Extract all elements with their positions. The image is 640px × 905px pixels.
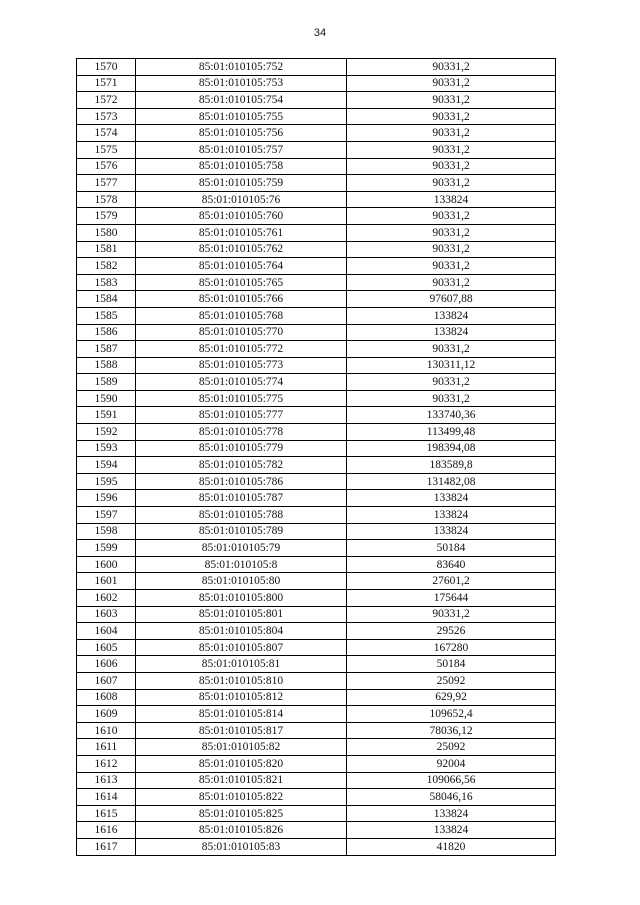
cadastral-number-cell: 85:01:010105:772 xyxy=(136,341,347,358)
table-row xyxy=(77,141,556,158)
cadastral-number-cell: 85:01:010105:81 xyxy=(136,656,347,673)
row-number-cell: 1612 xyxy=(77,755,136,772)
value-cell: 175644 xyxy=(347,590,556,607)
value-cell: 90331,2 xyxy=(347,108,556,125)
table-row xyxy=(77,672,556,689)
value-cell: 133824 xyxy=(347,307,556,324)
value-cell: 183589,8 xyxy=(347,457,556,474)
table-row xyxy=(77,639,556,656)
value-cell: 83640 xyxy=(347,556,556,573)
table-row xyxy=(77,341,556,358)
value-cell: 109066,56 xyxy=(347,772,556,789)
value-cell: 133824 xyxy=(347,523,556,540)
value-cell: 133740,36 xyxy=(347,407,556,424)
row-number-cell: 1570 xyxy=(77,59,136,76)
value-cell: 109652,4 xyxy=(347,706,556,723)
value-cell: 90331,2 xyxy=(347,175,556,192)
table-row xyxy=(77,822,556,839)
cadastral-number-cell: 85:01:010105:804 xyxy=(136,623,347,640)
row-number-cell: 1604 xyxy=(77,623,136,640)
cadastral-number-cell: 85:01:010105:76 xyxy=(136,191,347,208)
value-cell: 629,92 xyxy=(347,689,556,706)
row-number-cell: 1610 xyxy=(77,722,136,739)
row-number-cell: 1572 xyxy=(77,92,136,109)
table-row xyxy=(77,838,556,855)
value-cell: 78036,12 xyxy=(347,722,556,739)
cadastral-number-cell: 85:01:010105:779 xyxy=(136,440,347,457)
table-row xyxy=(77,191,556,208)
table-row xyxy=(77,739,556,756)
table-row xyxy=(77,175,556,192)
value-cell: 130311,12 xyxy=(347,357,556,374)
value-cell: 90331,2 xyxy=(347,75,556,92)
cadastral-number-cell: 85:01:010105:760 xyxy=(136,208,347,225)
row-number-cell: 1576 xyxy=(77,158,136,175)
value-cell: 90331,2 xyxy=(347,374,556,391)
cadastral-number-cell: 85:01:010105:777 xyxy=(136,407,347,424)
row-number-cell: 1605 xyxy=(77,639,136,656)
cadastral-number-cell: 85:01:010105:80 xyxy=(136,573,347,590)
row-number-cell: 1608 xyxy=(77,689,136,706)
cadastral-number-cell: 85:01:010105:801 xyxy=(136,606,347,623)
cadastral-number-cell: 85:01:010105:83 xyxy=(136,838,347,855)
table-row xyxy=(77,590,556,607)
cadastral-number-cell: 85:01:010105:757 xyxy=(136,141,347,158)
table-row xyxy=(77,274,556,291)
value-cell: 133824 xyxy=(347,490,556,507)
table-row xyxy=(77,307,556,324)
table-row xyxy=(77,606,556,623)
row-number-cell: 1574 xyxy=(77,125,136,142)
cadastral-number-cell: 85:01:010105:753 xyxy=(136,75,347,92)
table-row xyxy=(77,75,556,92)
table-row xyxy=(77,457,556,474)
row-number-cell: 1617 xyxy=(77,838,136,855)
cadastral-number-cell: 85:01:010105:825 xyxy=(136,805,347,822)
row-number-cell: 1594 xyxy=(77,457,136,474)
row-number-cell: 1606 xyxy=(77,656,136,673)
table-row xyxy=(77,706,556,723)
row-number-cell: 1614 xyxy=(77,789,136,806)
value-cell: 92004 xyxy=(347,755,556,772)
table-row xyxy=(77,125,556,142)
cadastral-number-cell: 85:01:010105:758 xyxy=(136,158,347,175)
cadastral-number-cell: 85:01:010105:770 xyxy=(136,324,347,341)
cadastral-number-cell: 85:01:010105:807 xyxy=(136,639,347,656)
value-cell: 113499,48 xyxy=(347,424,556,441)
cadastral-number-cell: 85:01:010105:774 xyxy=(136,374,347,391)
row-number-cell: 1595 xyxy=(77,473,136,490)
cadastral-number-cell: 85:01:010105:755 xyxy=(136,108,347,125)
value-cell: 90331,2 xyxy=(347,92,556,109)
cadastral-number-cell: 85:01:010105:768 xyxy=(136,307,347,324)
value-cell: 90331,2 xyxy=(347,208,556,225)
cadastral-number-cell: 85:01:010105:754 xyxy=(136,92,347,109)
row-number-cell: 1573 xyxy=(77,108,136,125)
row-number-cell: 1615 xyxy=(77,805,136,822)
cadastral-number-cell: 85:01:010105:814 xyxy=(136,706,347,723)
value-cell: 25092 xyxy=(347,672,556,689)
table-row xyxy=(77,805,556,822)
value-cell: 133824 xyxy=(347,324,556,341)
cadastral-number-cell: 85:01:010105:82 xyxy=(136,739,347,756)
table-body xyxy=(77,59,556,856)
cadastral-number-cell: 85:01:010105:773 xyxy=(136,357,347,374)
row-number-cell: 1584 xyxy=(77,291,136,308)
row-number-cell: 1598 xyxy=(77,523,136,540)
table-row xyxy=(77,407,556,424)
row-number-cell: 1583 xyxy=(77,274,136,291)
cadastral-number-cell: 85:01:010105:810 xyxy=(136,672,347,689)
table-row xyxy=(77,424,556,441)
table-row xyxy=(77,291,556,308)
cadastral-number-cell: 85:01:010105:826 xyxy=(136,822,347,839)
value-cell: 27601,2 xyxy=(347,573,556,590)
cadastral-number-cell: 85:01:010105:765 xyxy=(136,274,347,291)
table-row xyxy=(77,258,556,275)
row-number-cell: 1571 xyxy=(77,75,136,92)
cadastral-number-cell: 85:01:010105:822 xyxy=(136,789,347,806)
row-number-cell: 1609 xyxy=(77,706,136,723)
row-number-cell: 1580 xyxy=(77,224,136,241)
row-number-cell: 1601 xyxy=(77,573,136,590)
row-number-cell: 1593 xyxy=(77,440,136,457)
value-cell: 90331,2 xyxy=(347,606,556,623)
row-number-cell: 1588 xyxy=(77,357,136,374)
cadastral-number-cell: 85:01:010105:759 xyxy=(136,175,347,192)
value-cell: 41820 xyxy=(347,838,556,855)
row-number-cell: 1586 xyxy=(77,324,136,341)
table-row xyxy=(77,540,556,557)
table-row xyxy=(77,755,556,772)
row-number-cell: 1579 xyxy=(77,208,136,225)
table-row xyxy=(77,490,556,507)
cadastral-number-cell: 85:01:010105:752 xyxy=(136,59,347,76)
row-number-cell: 1603 xyxy=(77,606,136,623)
row-number-cell: 1581 xyxy=(77,241,136,258)
value-cell: 198394,08 xyxy=(347,440,556,457)
cadastral-number-cell: 85:01:010105:800 xyxy=(136,590,347,607)
table-row xyxy=(77,390,556,407)
cadastral-number-cell: 85:01:010105:79 xyxy=(136,540,347,557)
value-cell: 90331,2 xyxy=(347,125,556,142)
table-row xyxy=(77,92,556,109)
cadastral-number-cell: 85:01:010105:766 xyxy=(136,291,347,308)
row-number-cell: 1590 xyxy=(77,390,136,407)
cadastral-number-cell: 85:01:010105:756 xyxy=(136,125,347,142)
value-cell: 131482,08 xyxy=(347,473,556,490)
table-row xyxy=(77,656,556,673)
row-number-cell: 1591 xyxy=(77,407,136,424)
row-number-cell: 1589 xyxy=(77,374,136,391)
value-cell: 90331,2 xyxy=(347,141,556,158)
row-number-cell: 1607 xyxy=(77,672,136,689)
table-row xyxy=(77,573,556,590)
cadastral-number-cell: 85:01:010105:761 xyxy=(136,224,347,241)
table-row xyxy=(77,324,556,341)
value-cell: 90331,2 xyxy=(347,224,556,241)
value-cell: 50184 xyxy=(347,656,556,673)
cadastral-number-cell: 85:01:010105:788 xyxy=(136,507,347,524)
value-cell: 167280 xyxy=(347,639,556,656)
table-row xyxy=(77,789,556,806)
value-cell: 133824 xyxy=(347,191,556,208)
value-cell: 133824 xyxy=(347,507,556,524)
cadastral-number-cell: 85:01:010105:817 xyxy=(136,722,347,739)
table-row xyxy=(77,59,556,76)
table-row xyxy=(77,374,556,391)
table-row xyxy=(77,224,556,241)
table-row xyxy=(77,507,556,524)
value-cell: 25092 xyxy=(347,739,556,756)
cadastral-number-cell: 85:01:010105:821 xyxy=(136,772,347,789)
cadastral-number-cell: 85:01:010105:775 xyxy=(136,390,347,407)
cadastral-number-cell: 85:01:010105:787 xyxy=(136,490,347,507)
cadastral-number-cell: 85:01:010105:812 xyxy=(136,689,347,706)
value-cell: 97607,88 xyxy=(347,291,556,308)
cadastral-number-cell: 85:01:010105:786 xyxy=(136,473,347,490)
row-number-cell: 1575 xyxy=(77,141,136,158)
value-cell: 58046,16 xyxy=(347,789,556,806)
table-row xyxy=(77,108,556,125)
value-cell: 133824 xyxy=(347,822,556,839)
table-row xyxy=(77,440,556,457)
row-number-cell: 1578 xyxy=(77,191,136,208)
row-number-cell: 1616 xyxy=(77,822,136,839)
row-number-cell: 1596 xyxy=(77,490,136,507)
table-row xyxy=(77,241,556,258)
table-row xyxy=(77,772,556,789)
table-row xyxy=(77,473,556,490)
value-cell: 90331,2 xyxy=(347,158,556,175)
page-number: 34 xyxy=(313,27,327,39)
cadastral-number-cell: 85:01:010105:764 xyxy=(136,258,347,275)
row-number-cell: 1611 xyxy=(77,739,136,756)
cadastral-number-cell: 85:01:010105:782 xyxy=(136,457,347,474)
value-cell: 50184 xyxy=(347,540,556,557)
cadastral-number-cell: 85:01:010105:820 xyxy=(136,755,347,772)
cadastral-table xyxy=(76,58,556,856)
table-row xyxy=(77,689,556,706)
row-number-cell: 1585 xyxy=(77,307,136,324)
table-row xyxy=(77,722,556,739)
row-number-cell: 1599 xyxy=(77,540,136,557)
table-row xyxy=(77,623,556,640)
row-number-cell: 1613 xyxy=(77,772,136,789)
value-cell: 29526 xyxy=(347,623,556,640)
cadastral-number-cell: 85:01:010105:778 xyxy=(136,424,347,441)
table-row xyxy=(77,556,556,573)
cadastral-number-cell: 85:01:010105:762 xyxy=(136,241,347,258)
row-number-cell: 1600 xyxy=(77,556,136,573)
table-row xyxy=(77,208,556,225)
table-row xyxy=(77,357,556,374)
value-cell: 90331,2 xyxy=(347,258,556,275)
value-cell: 90331,2 xyxy=(347,274,556,291)
value-cell: 90331,2 xyxy=(347,341,556,358)
row-number-cell: 1587 xyxy=(77,341,136,358)
table-row xyxy=(77,158,556,175)
row-number-cell: 1602 xyxy=(77,590,136,607)
value-cell: 133824 xyxy=(347,805,556,822)
value-cell: 90331,2 xyxy=(347,59,556,76)
cadastral-number-cell: 85:01:010105:8 xyxy=(136,556,347,573)
value-cell: 90331,2 xyxy=(347,390,556,407)
row-number-cell: 1577 xyxy=(77,175,136,192)
row-number-cell: 1592 xyxy=(77,424,136,441)
row-number-cell: 1582 xyxy=(77,258,136,275)
row-number-cell: 1597 xyxy=(77,507,136,524)
cadastral-number-cell: 85:01:010105:789 xyxy=(136,523,347,540)
table-row xyxy=(77,523,556,540)
value-cell: 90331,2 xyxy=(347,241,556,258)
